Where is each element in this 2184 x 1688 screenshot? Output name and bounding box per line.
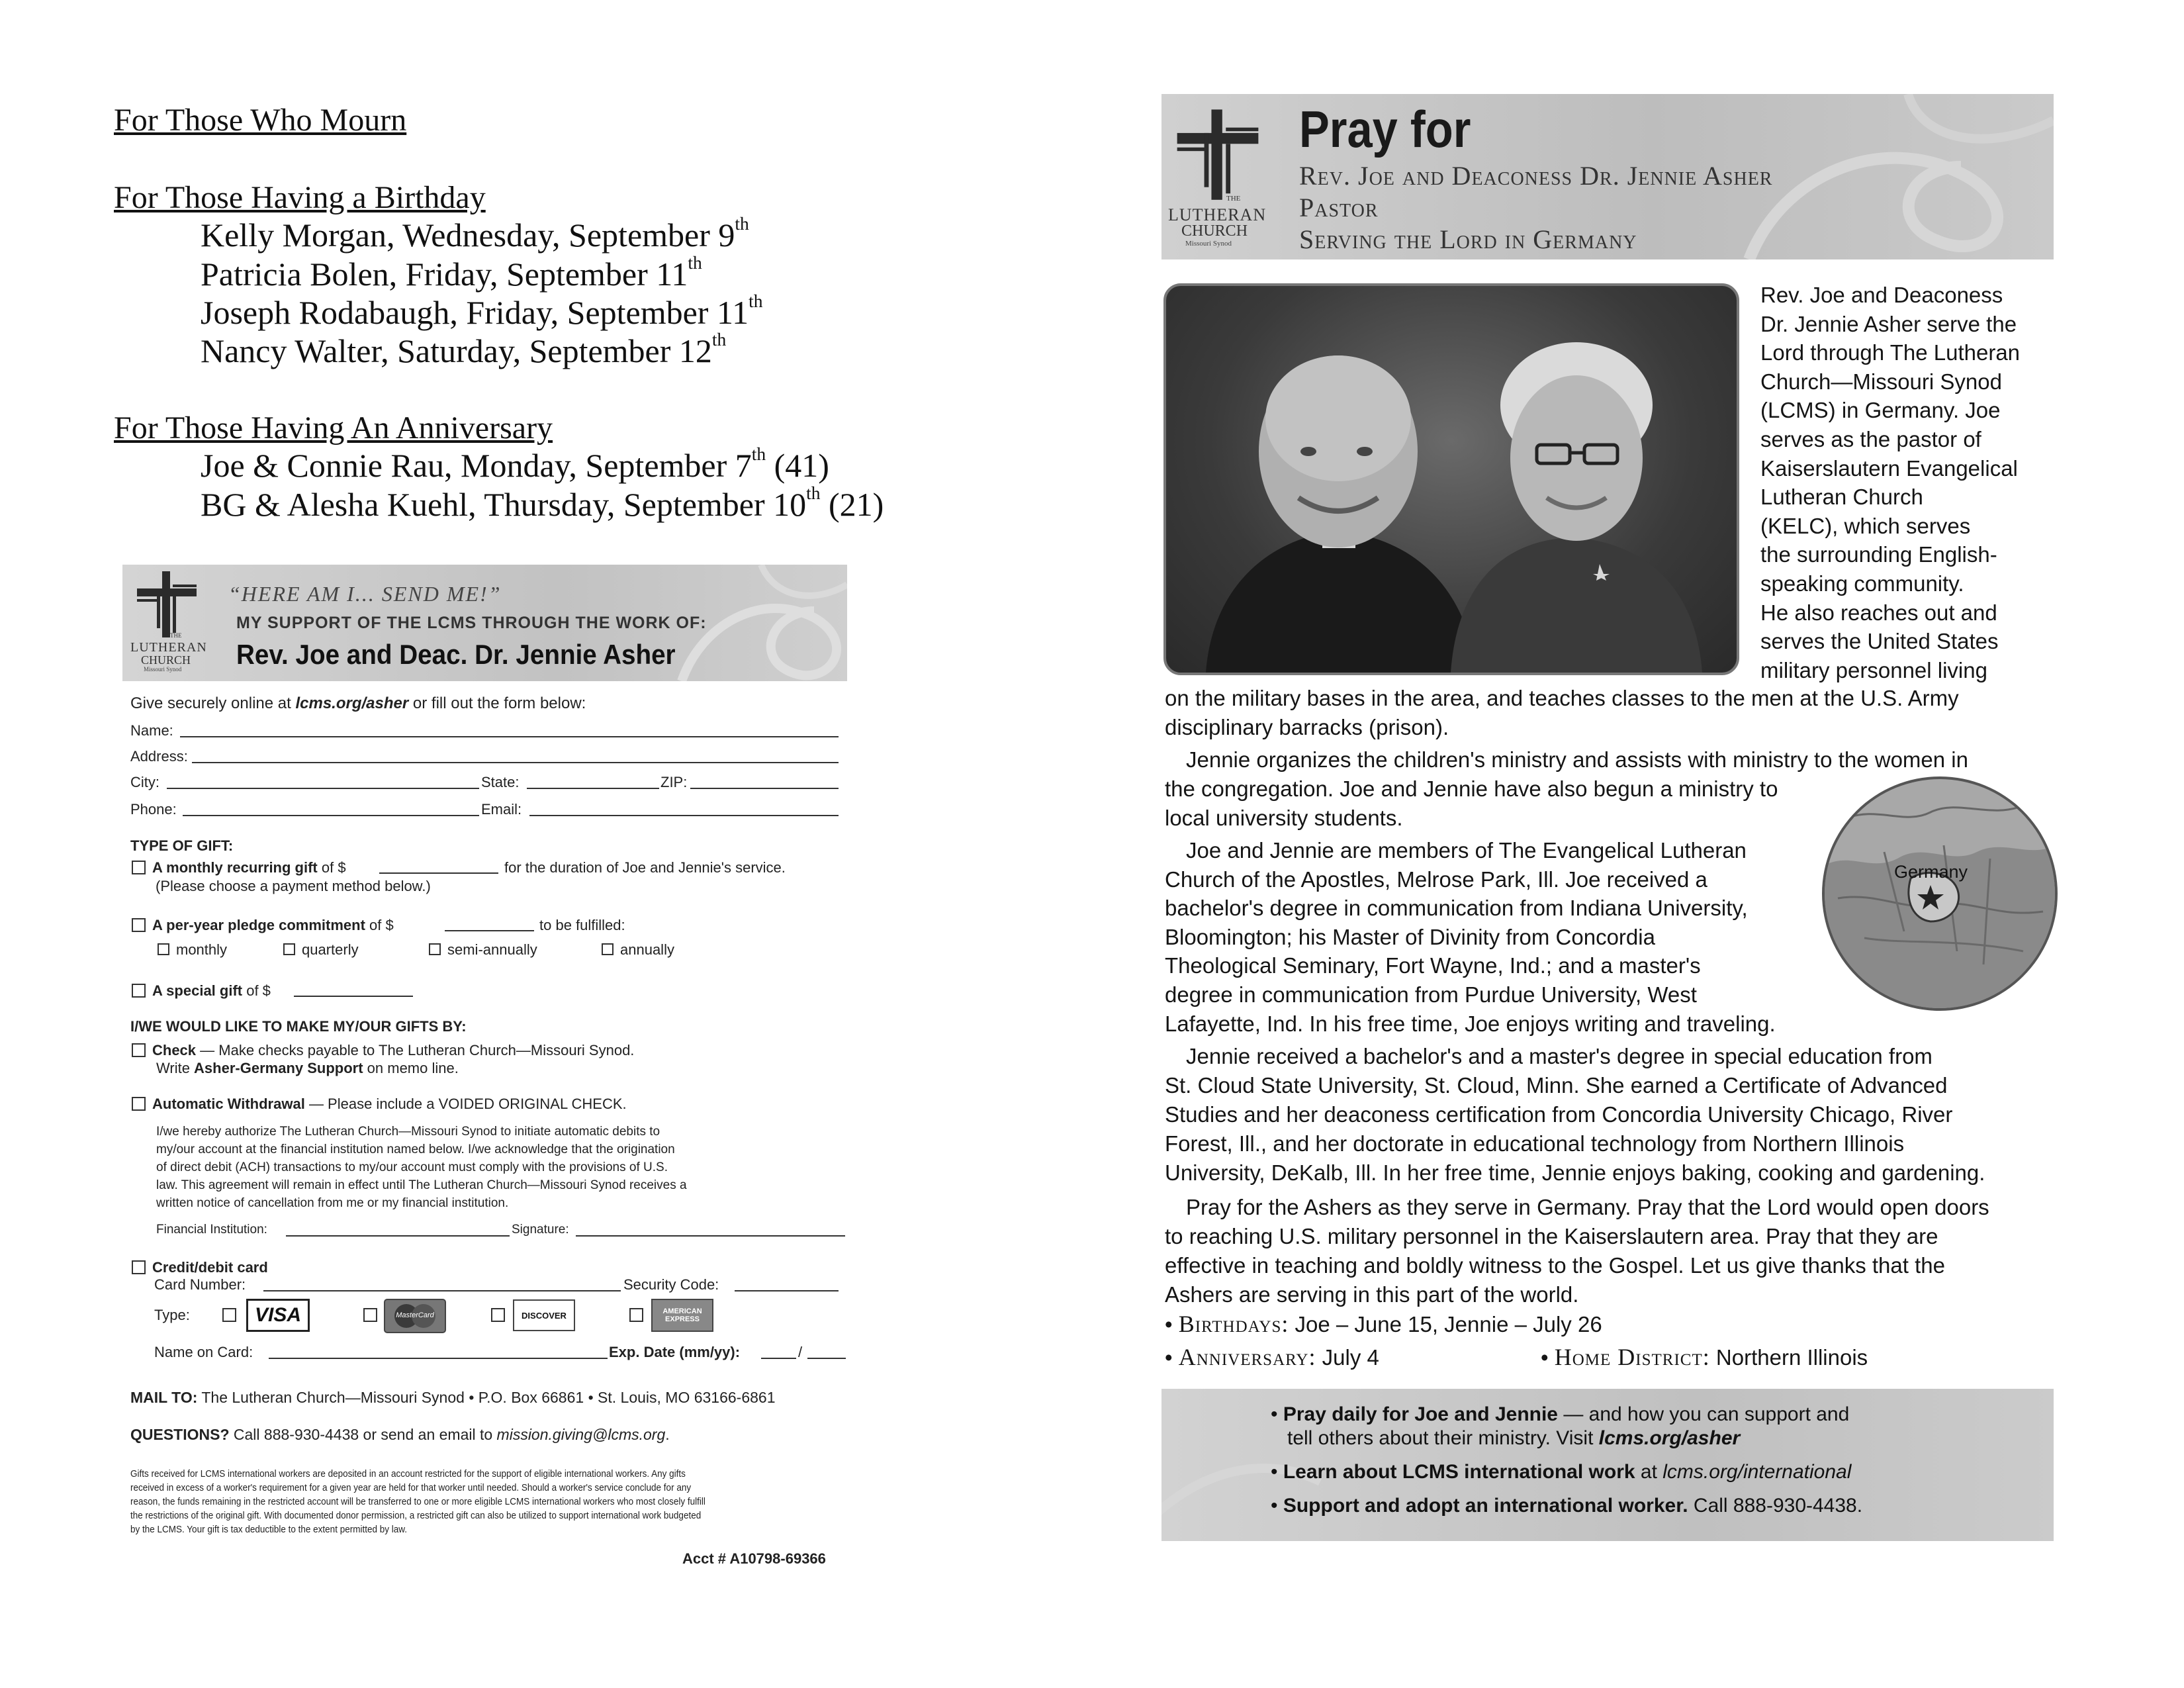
exp-separator: / xyxy=(798,1344,803,1360)
card-checkbox[interactable] xyxy=(132,1260,146,1274)
mastercard-checkbox[interactable] xyxy=(363,1308,377,1322)
monthly-gift-checkbox[interactable] xyxy=(132,861,146,874)
fine-print: Gifts received for LCMS international workers are deposited in an account restricted for the support of eligible international workers. Any gifts received in excess of a worker's requirement for a given year are held for that worker until needed. Should a worker's service conclude for any reason, the funds remaining in the restricted account will be transferred to one or more eligible LCMS international workers who most closely fulfill the restrictions of the original gift. With documented donor permission, a restricted gift can also be utilized to support international work budgeted by the LCMS. Your gift is tax deductible to the extent permitted by law. xyxy=(130,1468,705,1535)
birthday-line: Kelly Morgan, Wednesday, September 9th xyxy=(201,213,749,254)
exp-date-label: Exp. Date (mm/yy): xyxy=(609,1344,741,1360)
birthday-line: Joseph Rodabaugh, Friday, September 11th xyxy=(201,291,763,331)
couple-photo-illustration xyxy=(1166,286,1737,673)
city-field[interactable] xyxy=(167,788,479,789)
email-field[interactable] xyxy=(529,815,839,816)
intro-column: Rev. Joe and Deaconess Dr. Jennie Asher serve the Lord through The Lutheran Church—Missouri Synod (LCMS) in Germany. Joe serves as the pastor of Kaiserslautern Evangelical Lutheran Church (KELC), which serves the surrounding English- speaking community. He also reaches out and serves the United States military personnel living xyxy=(1760,283,2021,682)
lutheran-church-logo: THE LUTHERAN CHURCH Missouri Synod xyxy=(1168,106,1267,252)
monthly-gift-note: (Please choose a payment method below.) xyxy=(156,878,431,894)
paragraph-prayer: Pray for the Ashers as they serve in Germany. Pray that the Lord would open doors to reaching U.S. military personnel in the Kaiserslautern area. Pray that they are effective in teaching and boldly witness to the Gospel. Let us give thanks that the Ashers are serving in this part of the world. xyxy=(1165,1195,1989,1307)
phone-field[interactable] xyxy=(183,815,479,816)
missionary-role: Pastor xyxy=(1299,193,1379,222)
signature-label: Signature: xyxy=(512,1223,569,1237)
district-line: • Home District: Northern Illinois xyxy=(1541,1344,1868,1370)
mail-to: MAIL TO: The Lutheran Church—Missouri Synod • P.O. Box 66861 • St. Louis, MO 63166-6861 xyxy=(130,1389,776,1406)
address-label: Address: xyxy=(130,748,188,765)
cross-icon xyxy=(130,569,203,641)
discover-checkbox[interactable] xyxy=(491,1308,505,1322)
missionary-names: Rev. Joe and Deac. Dr. Jennie Asher xyxy=(236,639,676,670)
card-number-label: Card Number: xyxy=(154,1276,246,1293)
visa-checkbox[interactable] xyxy=(222,1308,236,1322)
name-on-card-label: Name on Card: xyxy=(154,1344,253,1360)
lutheran-church-logo: THE LUTHERAN CHURCH Missouri Synod xyxy=(130,569,203,677)
europe-map xyxy=(1822,776,2058,1011)
pray-for-banner xyxy=(1161,94,2054,259)
anniversary-heading: For Those Having An Anniversary xyxy=(114,410,553,445)
birthday-line: Nancy Walter, Saturday, September 12th xyxy=(201,329,727,369)
type-of-gift-heading: TYPE OF GIFT: xyxy=(130,837,234,854)
frequency-label: semi-annually xyxy=(447,941,537,958)
frequency-semiannual-checkbox[interactable] xyxy=(429,943,441,955)
map-illustration xyxy=(1825,779,2055,1008)
financial-institution-label: Financial Institution: xyxy=(156,1223,267,1237)
pledge-checkbox[interactable] xyxy=(132,918,146,932)
pledge-amount-field[interactable] xyxy=(445,930,534,931)
zip-field[interactable] xyxy=(690,788,839,789)
monthly-amount-field[interactable] xyxy=(379,872,498,874)
frequency-label: monthly xyxy=(176,941,228,958)
action-support: • Support and adopt an international worker. Call 888-930-4438. xyxy=(1271,1495,1863,1517)
pray-for-title: Pray for xyxy=(1299,100,1471,158)
check-memo: Write Asher-Germany Support on memo line. xyxy=(156,1060,459,1076)
anniversary-line: Joe & Connie Rau, Monday, September 7th (41) xyxy=(201,444,829,484)
frequency-monthly-checkbox[interactable] xyxy=(158,943,169,955)
paragraph-ministry: Jennie organizes the children's ministry and assists with ministry to the women in the congregation. Joe and Jennie have also begun a ministry to local university students. xyxy=(1165,747,1968,830)
state-label: State: xyxy=(481,774,520,790)
card-number-field[interactable] xyxy=(263,1290,621,1291)
email-link[interactable]: mission.giving@lcms.org xyxy=(496,1426,666,1443)
anniversary-line: • Anniversary: July 4 xyxy=(1165,1344,1379,1370)
special-gift-checkbox[interactable] xyxy=(132,984,146,998)
exp-month-field[interactable] xyxy=(761,1358,796,1359)
pledge-label: A per-year pledge commitment of $ xyxy=(152,917,394,933)
special-amount-field[interactable] xyxy=(294,996,413,997)
action-learn: • Learn about LCMS international work at lcms.org/international xyxy=(1271,1461,1852,1483)
frequency-label: quarterly xyxy=(302,941,359,958)
asher-link[interactable]: lcms.org/asher xyxy=(1598,1427,1741,1449)
cross-icon xyxy=(1168,106,1267,205)
mastercard-logo: MasterCard xyxy=(384,1299,446,1333)
frequency-quarterly-checkbox[interactable] xyxy=(283,943,295,955)
check-label: Check — Make checks payable to The Lutheran Church—Missouri Synod. xyxy=(152,1042,635,1058)
action-pray: • Pray daily for Joe and Jennie — and how you can support and xyxy=(1271,1403,1850,1425)
questions: QUESTIONS? Call 888-930-4438 or send an email to mission.giving@lcms.org. xyxy=(130,1426,670,1443)
online-link[interactable]: lcms.org/asher xyxy=(295,694,409,712)
signature-field[interactable] xyxy=(576,1235,845,1237)
zip-label: ZIP: xyxy=(660,774,688,790)
amex-checkbox[interactable] xyxy=(629,1308,643,1322)
form-intro: Give securely online at lcms.org/asher or fill out the form below: xyxy=(130,694,586,712)
mourn-heading: For Those Who Mourn xyxy=(114,103,407,138)
city-label: City: xyxy=(130,774,159,790)
support-banner xyxy=(122,565,847,681)
missionaries-photo xyxy=(1163,283,1739,675)
name-label: Name: xyxy=(130,722,173,739)
anniversary-line: BG & Alesha Kuehl, Thursday, September 10th (21) xyxy=(201,483,884,523)
visa-logo: VISA xyxy=(246,1299,310,1332)
paragraph-education: Joe and Jennie are members of The Evangelical Lutheran Church of the Apostles, Melrose Park, Ill. Joe received a bachelor's degree in communication from Indiana University, Bloomington; his Master of Divinity from Concordia Theological Seminary, Fort Wayne, Ind.; and a master's degree in communication from Purdue University, West Lafayette, Ind. In his free time, Joe enjoys writing and traveling. xyxy=(1165,838,1776,1036)
action-box xyxy=(1161,1389,2054,1541)
name-field[interactable] xyxy=(180,736,839,737)
phone-label: Phone: xyxy=(130,801,177,818)
support-line: MY SUPPORT OF THE LCMS THROUGH THE WORK OF: xyxy=(236,614,707,632)
missionary-names: Rev. Joe and Deaconess Dr. Jennie Asher xyxy=(1299,161,1773,191)
action-pray-line2: tell others about their ministry. Visit lcms.org/asher xyxy=(1287,1427,1741,1449)
pledge-fulfilled: to be fulfilled: xyxy=(539,917,625,933)
auto-withdrawal-label: Automatic Withdrawal — Please include a VOIDED ORIGINAL CHECK. xyxy=(152,1096,627,1112)
name-on-card-field[interactable] xyxy=(269,1358,608,1359)
birthdays-line: • Birthdays: Joe – June 15, Jennie – July 26 xyxy=(1165,1311,1602,1337)
monthly-gift-label: A monthly recurring gift of $ xyxy=(152,859,346,876)
monthly-gift-duration: for the duration of Joe and Jennie's service. xyxy=(504,859,786,876)
check-checkbox[interactable] xyxy=(132,1043,146,1057)
intro-continued: on the military bases in the area, and teaches classes to the men at the U.S. Army disciplinary barracks (prison). xyxy=(1165,686,1959,739)
auto-withdrawal-terms: I/we hereby authorize The Lutheran Church—Missouri Synod to initiate automatic debits to my/our account at the financial institution named below. I/we acknowledge that the origination of direct debit (ACH) transactions to my/our account must comply with the provisions of U.S. law. This agreement will remain in effect until The Lutheran Church—Missouri Synod receives a written notice of cancellation from me or my financial institution. xyxy=(156,1125,687,1210)
birthday-line: Patricia Bolen, Friday, September 11th xyxy=(201,252,702,293)
international-link[interactable]: lcms.org/international xyxy=(1662,1461,1852,1483)
serving-location: Serving the Lord in Germany xyxy=(1299,224,1637,254)
security-code-label: Security Code: xyxy=(623,1276,719,1293)
frequency-label: annually xyxy=(620,941,674,958)
card-type-label: Type: xyxy=(154,1307,190,1323)
tagline: “HERE AM I... SEND ME!” xyxy=(228,582,502,606)
financial-institution-field[interactable] xyxy=(286,1235,510,1237)
amex-logo: AMERICAN EXPRESS xyxy=(651,1299,713,1332)
birthday-heading: For Those Having a Birthday xyxy=(114,180,486,215)
paragraph-jennie: Jennie received a bachelor's and a master's degree in special education from St. Cloud State University, St. Cloud, Minn. She earned a Certificate of Advanced Studies and her deaconess certification from Concordia University Chicago, River Forest, Ill., and her doctorate in educational technology from Northern Illinois University, DeKalb, Ill. In her free time, Jennie enjoys baking, cooking and gardening. xyxy=(1165,1044,1985,1185)
state-field[interactable] xyxy=(527,788,659,789)
email-label: Email: xyxy=(481,801,522,818)
address-field[interactable] xyxy=(192,762,839,763)
frequency-annual-checkbox[interactable] xyxy=(602,943,614,955)
method-heading: I/WE WOULD LIKE TO MAKE MY/OUR GIFTS BY: xyxy=(130,1018,467,1035)
exp-year-field[interactable] xyxy=(807,1358,846,1359)
discover-logo: DISCOVER xyxy=(513,1299,575,1331)
special-gift-label: A special gift of $ xyxy=(152,982,271,999)
map-label: Germany xyxy=(1894,862,1968,882)
auto-withdrawal-checkbox[interactable] xyxy=(132,1097,146,1111)
security-code-field[interactable] xyxy=(735,1290,839,1291)
card-label: Credit/debit card xyxy=(152,1259,268,1276)
account-number: Acct # A10798-69366 xyxy=(682,1550,826,1567)
